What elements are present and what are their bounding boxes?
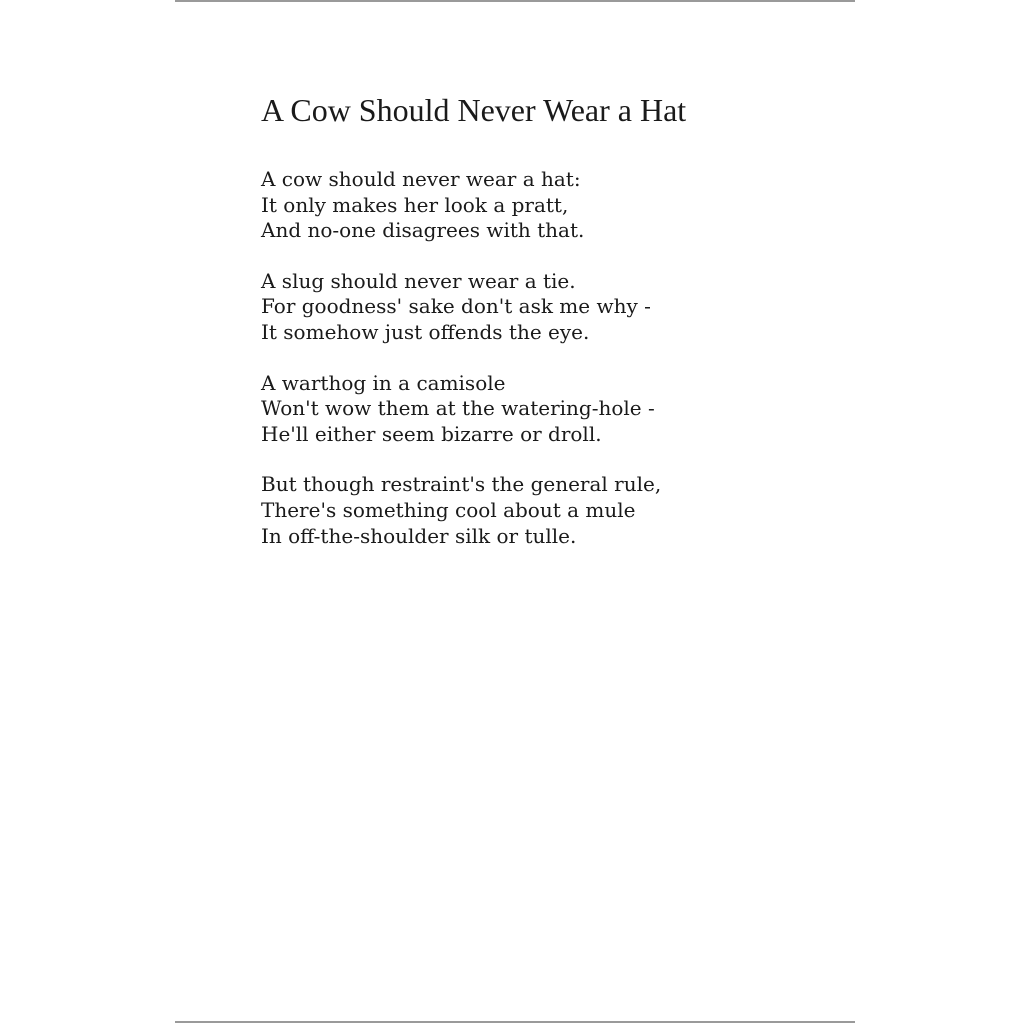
poem-line: A slug should never wear a tie.: [261, 268, 576, 293]
poem-line: Won't wow them at the watering-hole -: [261, 396, 655, 421]
poem-line: It somehow just offends the eye.: [261, 319, 590, 344]
page-top-edge: [175, 0, 855, 2]
poem-line: A cow should never wear a hat:: [261, 167, 581, 191]
stanza-4: [261, 472, 661, 549]
poem-line: In off-the-shoulder silk or tulle.: [261, 523, 577, 548]
poem-body: [261, 167, 661, 574]
poem-line: There's something cool about a mule: [261, 497, 636, 522]
poem-line: A warthog in a camisole: [261, 370, 506, 395]
poem-line: It only makes her look a pratt,: [261, 192, 569, 217]
stanza-2: [261, 269, 661, 346]
poem-line: He'll either seem bizarre or droll.: [261, 421, 602, 446]
stanza-3: [261, 371, 661, 448]
poem-line: For goodness' sake don't ask me why -: [261, 294, 651, 319]
stanza-1: [261, 167, 661, 244]
poem-title: A Cow Should Never Wear a Hat: [261, 92, 687, 128]
page-bottom-edge: [175, 1021, 855, 1023]
document-page: [175, 0, 855, 1024]
poem-line: And no-one disagrees with that.: [261, 218, 585, 243]
poem-line: But though restraint's the general rule,: [261, 472, 662, 497]
